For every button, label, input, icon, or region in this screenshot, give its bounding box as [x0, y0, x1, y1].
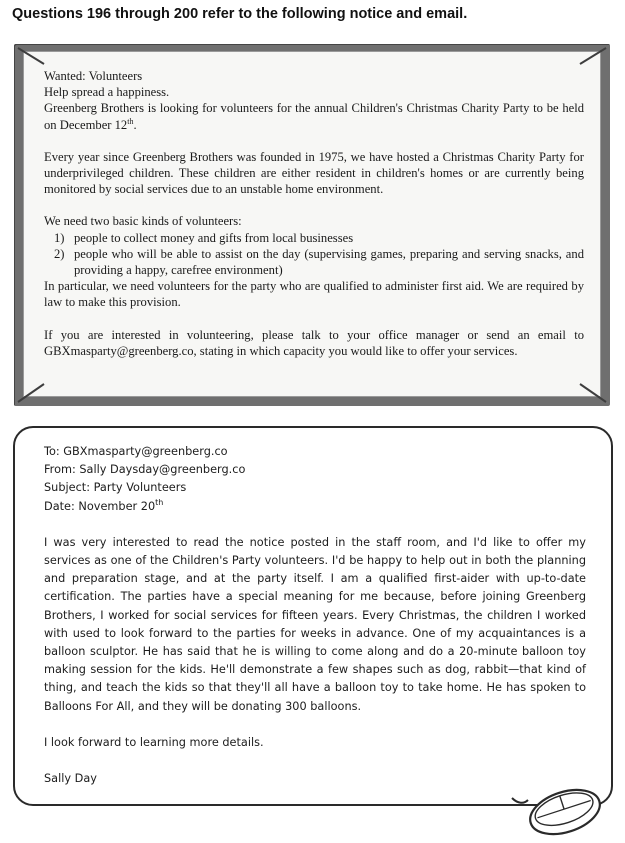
- notice-title: Wanted: Volunteers: [44, 69, 143, 83]
- volunteer-needs-list: [44, 230, 584, 279]
- pin-top-left: [18, 48, 44, 64]
- pin-bottom-left: [18, 384, 44, 402]
- computer-mouse-icon: [510, 778, 610, 838]
- notice-contact: If you are interested in volunteering, please talk to your office manager or send an email to GBXmasparty@greenberg.co, stating in which capacity you would like to offer your services.: [44, 327, 584, 358]
- notice-content: [44, 68, 584, 359]
- notice-tagline: Help spread a happiness.: [44, 85, 170, 100]
- email-body: I was very interested to read the notice posted in the staff room, and I'd like to offer my services as one of the Children's Party volunteers. I'd be happy to help out in both the planning and preparation stage, and at the party itself. I am a qualified first-aider with up-to-date certification. The parties have a special meaning for me because, before joining Greenberg Brothers, I worked for social services for fifteen years. Every Christmas, the children I worked with used to look forward to the parties for weeks in advance. One of my acquaintances is a balloon sculptor. He has said that he is willing to come along and do a 20-minute balloon toy making session for the kids. He'll demonstrate a few shapes such as dog, rabbit—that kind of thing, and teach the kids so that they'll all have a balloon toy to take home. He has spoken to Balloons For All, and they will be donating 300 balloons.: [44, 535, 586, 713]
- pin-bottom-right: [580, 384, 606, 402]
- pin-top-right: [580, 48, 606, 64]
- email-closing: I look forward to learning more details.: [44, 735, 264, 749]
- notice-intro: Greenberg Brothers is looking for volunteers for the annual Children's Christmas Charity Party to be held on December 12th.: [44, 101, 584, 132]
- email-date: Date: November 20th: [44, 497, 164, 513]
- email-from: From: Sally Daysday@greenberg.co: [44, 463, 246, 477]
- notice-needs-lead: We need two basic kinds of volunteers:: [44, 214, 242, 229]
- notice-history: Every year since Greenberg Brothers was founded in 1975, we have hosted a Christmas Charity Party for underprivileged children. These children are either resident in children's homes or are currently being monitored by social services due to an unstable home environment.: [44, 149, 584, 197]
- email-subject: Subject: Party Volunteers: [44, 481, 187, 495]
- email-content: [44, 443, 586, 788]
- email-signature: Sally Day: [44, 772, 97, 786]
- notice-first-aid: In particular, we need volunteers for the party who are qualified to administer first aid. We are required by law to make this provision.: [44, 279, 584, 310]
- list-item: 1) people to collect money and gifts from local businesses: [54, 230, 354, 245]
- questions-rest: refer to the following notice and email.: [198, 6, 468, 22]
- questions-ref: Questions 196 through 200: [12, 6, 199, 22]
- list-item: 2) people who will be able to assist on the day (supervising games, preparing and serving snacks, and providing a happy, carefree environment): [54, 246, 584, 278]
- email-to: To: GBXmasparty@greenberg.co: [44, 445, 228, 458]
